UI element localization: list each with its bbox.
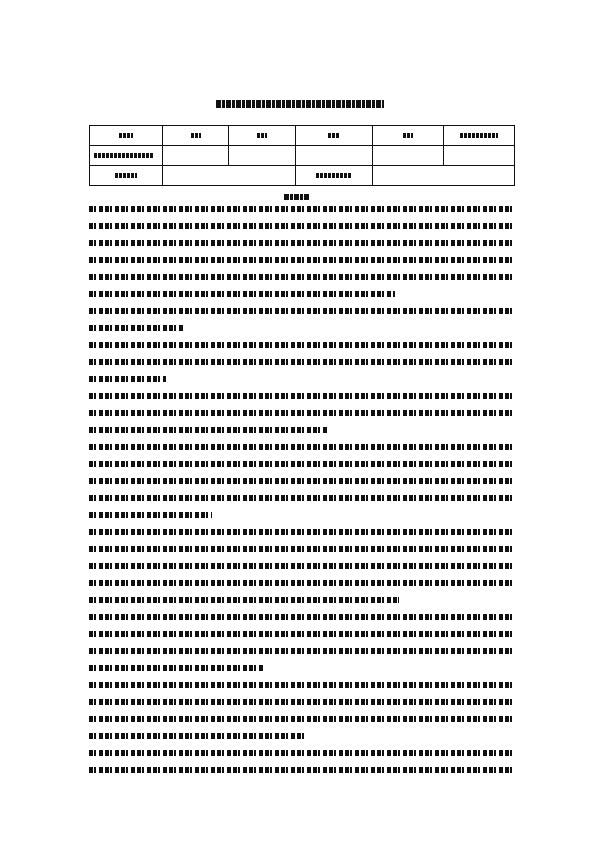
text-line [89, 495, 514, 501]
info-table-cell [296, 126, 373, 146]
text-line [89, 699, 514, 705]
text-line [89, 614, 514, 620]
text-line [89, 308, 514, 314]
info-table [89, 125, 515, 186]
document-title [150, 97, 450, 111]
info-table-cell [373, 166, 515, 186]
info-table-row [90, 146, 515, 166]
text-line [89, 410, 514, 416]
text-line [89, 257, 514, 263]
text-line [89, 563, 514, 569]
info-table-label-cell [90, 146, 163, 166]
info-table-cell [229, 126, 296, 146]
text-line [89, 342, 514, 348]
text-line [89, 665, 263, 671]
info-table-cell [163, 146, 229, 166]
body-text [89, 206, 514, 784]
text-line [89, 597, 399, 603]
text-line [89, 750, 514, 756]
text-line [89, 376, 166, 382]
info-table-cell [90, 166, 163, 186]
text-line [89, 206, 514, 212]
info-table-cell [373, 146, 444, 166]
text-line [89, 478, 514, 484]
text-line [89, 359, 514, 365]
text-line [89, 393, 514, 399]
section-heading [272, 194, 322, 202]
info-table-cell [163, 126, 229, 146]
text-line [89, 546, 514, 552]
document-title-text [216, 100, 384, 108]
text-line [89, 444, 514, 450]
body-paragraph [89, 308, 514, 331]
body-paragraph [89, 614, 514, 671]
text-line [89, 767, 514, 773]
body-paragraph [89, 529, 514, 603]
text-line [89, 648, 514, 654]
text-line [89, 682, 514, 688]
info-table-cell [444, 146, 515, 166]
info-table-cell [373, 126, 444, 146]
text-line [89, 325, 183, 331]
text-line [89, 291, 395, 297]
info-table-cell [296, 146, 373, 166]
text-line [89, 733, 306, 739]
text-line [89, 427, 327, 433]
body-paragraph [89, 206, 514, 297]
body-paragraph [89, 393, 514, 433]
body-paragraph [89, 682, 514, 739]
info-table-header-row [90, 126, 515, 146]
text-line [89, 580, 514, 586]
text-line [89, 716, 514, 722]
info-table-cell [163, 166, 296, 186]
text-line [89, 274, 514, 280]
info-table-cell [444, 126, 515, 146]
info-table-cell [90, 126, 163, 146]
body-paragraph [89, 444, 514, 518]
body-paragraph [89, 750, 514, 773]
text-line [89, 631, 514, 637]
text-line [89, 223, 514, 229]
info-table-cell [229, 146, 296, 166]
text-line [89, 529, 514, 535]
text-line [89, 240, 514, 246]
body-paragraph [89, 342, 514, 382]
text-line [89, 461, 514, 467]
info-table-cell [296, 166, 373, 186]
text-line [89, 512, 212, 518]
info-table-row [90, 166, 515, 186]
